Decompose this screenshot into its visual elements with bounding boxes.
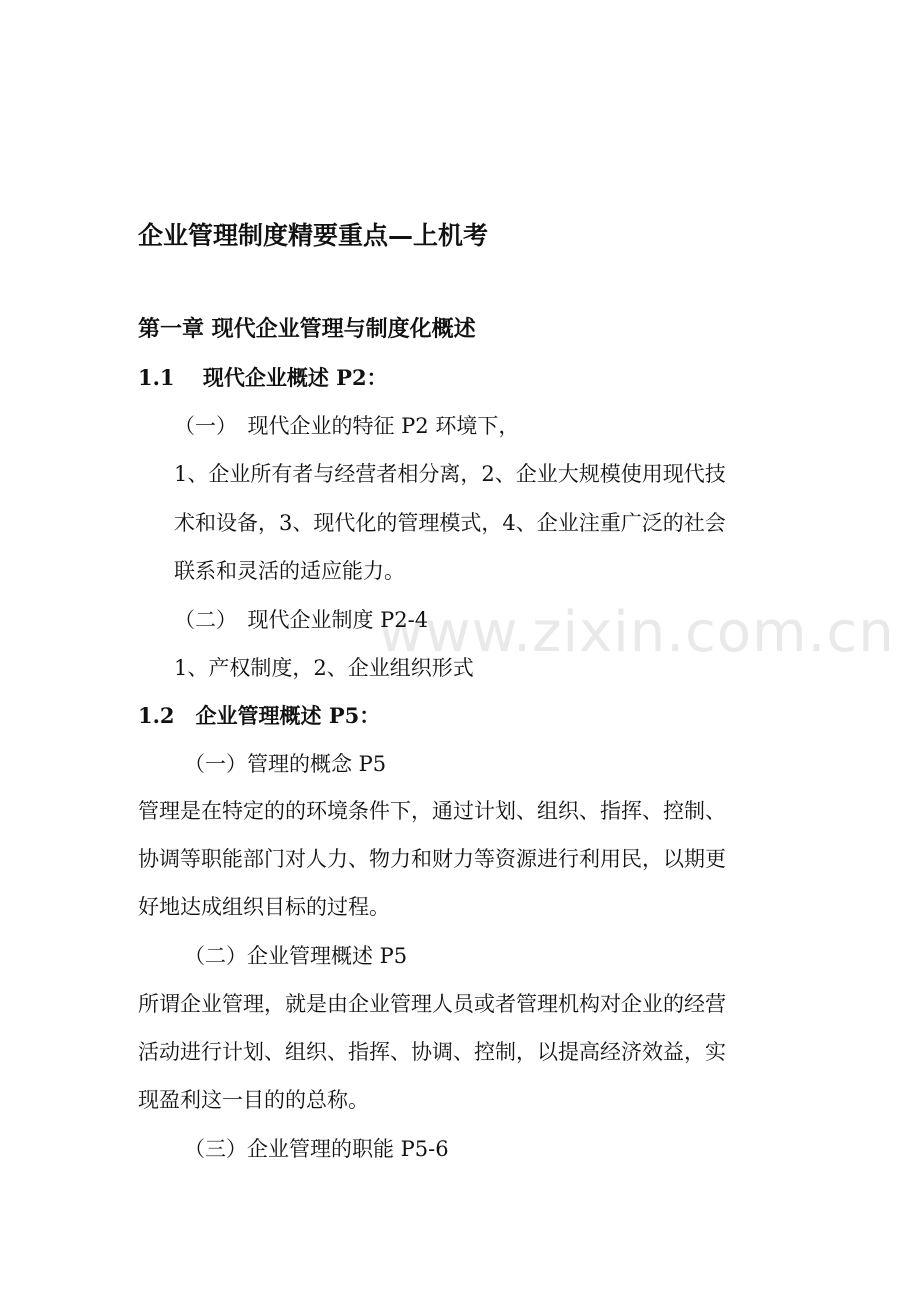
paragraph-line: 活动进行计划、组织、指挥、协调、控制，以提高经济效益，实 [138, 1040, 726, 1064]
paragraph-line: 现盈利这一目的的总称。 [138, 1088, 369, 1112]
subsection-body-line: 联系和灵活的适应能力。 [174, 559, 405, 583]
chapter-heading: 第一章 现代企业管理与制度化概述 [138, 316, 476, 342]
watermark: www.zixin.com.cn [378, 600, 895, 665]
subsection-heading-1: （一） 现代企业的特征 P2 环境下， [174, 414, 520, 438]
subsection-body-line: 1、产权制度，2、企业组织形式 [174, 656, 474, 680]
paragraph-line: 管理是在特定的的环境条件下，通过计划、组织、指挥、控制、 [138, 799, 726, 823]
subsection-body-line: 术和设备，3、现代化的管理模式，4、企业注重广泛的社会 [174, 511, 726, 535]
section-heading-1-1: 1.1 现代企业概述 P2： [138, 365, 388, 390]
paragraph-heading: （三）企业管理的职能 P5-6 [184, 1137, 449, 1161]
paragraph-heading: （二）企业管理概述 P5 [184, 944, 408, 968]
paragraph-heading: （一）管理的概念 P5 [184, 752, 387, 776]
subsection-body-line: 1、企业所有者与经营者相分离，2、企业大规模使用现代技 [174, 462, 726, 486]
subsection-heading-2: （二） 现代企业制度 P2-4 [174, 608, 429, 632]
paragraph-line: 所谓企业管理，就是由企业管理人员或者管理机构对企业的经营 [138, 992, 726, 1016]
section-heading-1-2: 1.2 企业管理概述 P5： [138, 703, 381, 728]
paragraph-line: 协调等职能部门对人力、物力和财力等资源进行利用民，以期更 [138, 847, 726, 871]
paragraph-line: 好地达成组织目标的过程。 [138, 895, 390, 919]
document-title: 企业管理制度精要重点—上机考 [138, 221, 489, 250]
